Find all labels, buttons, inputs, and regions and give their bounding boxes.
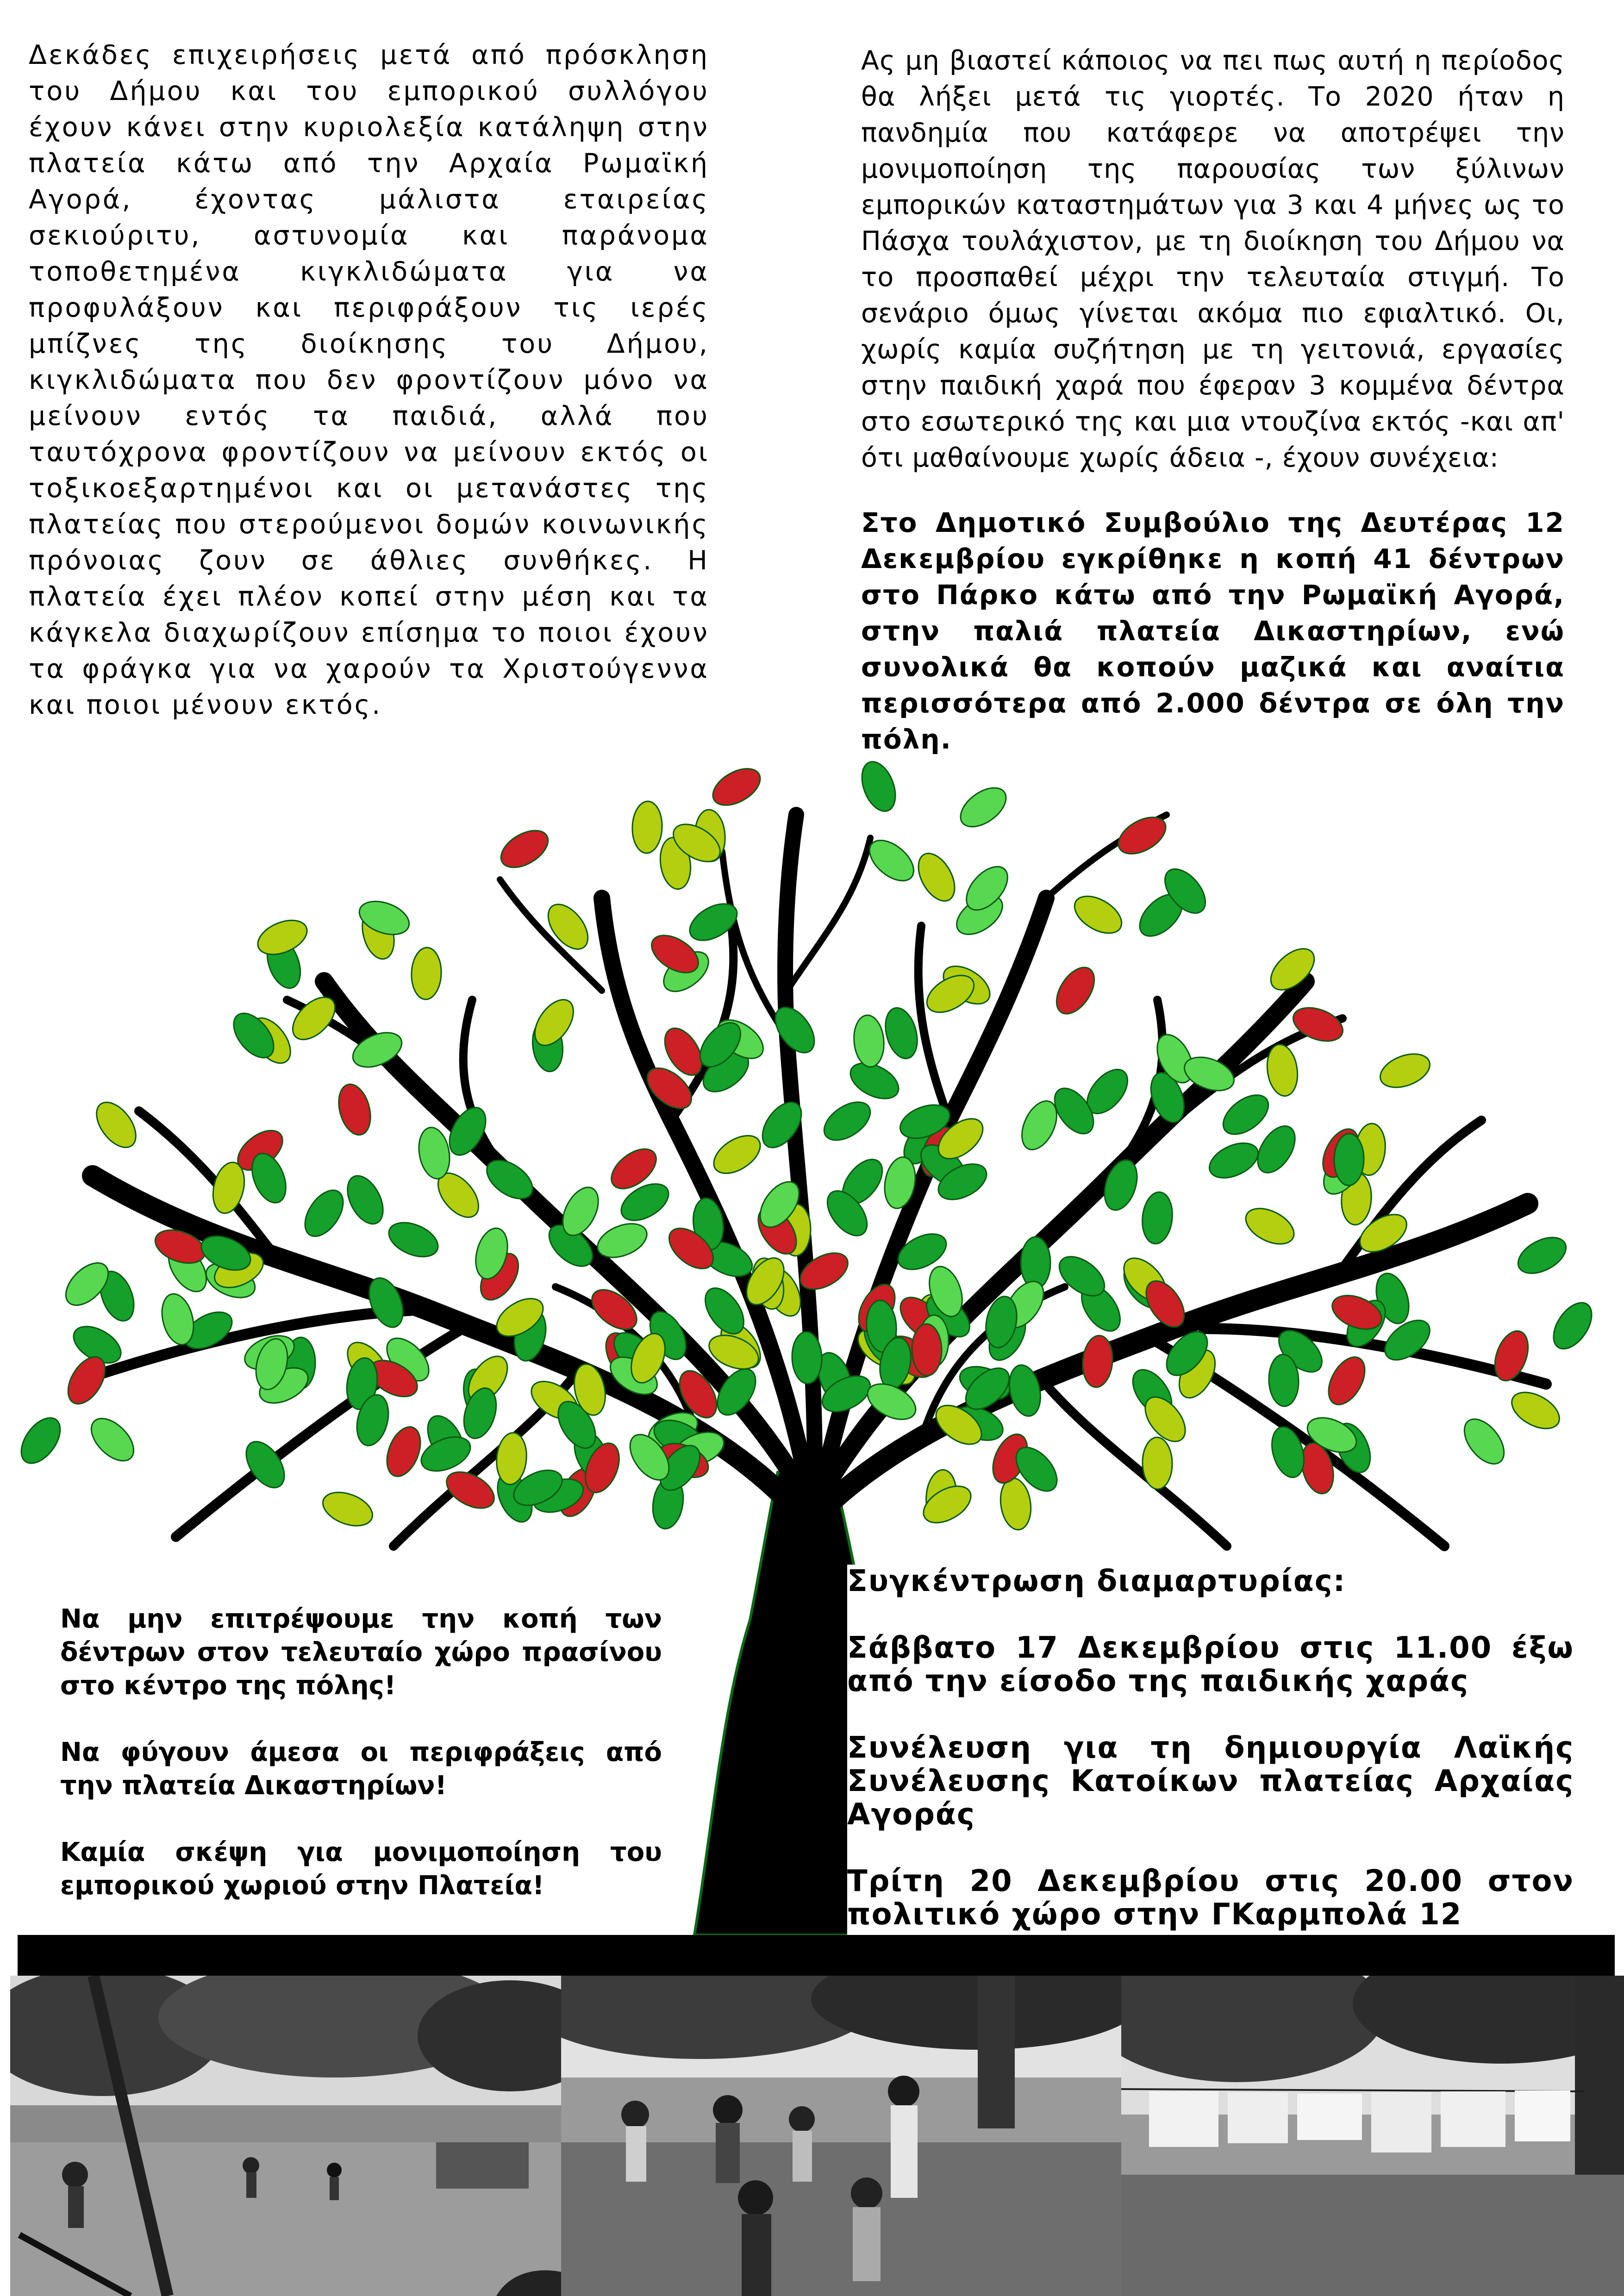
leaf-icon — [998, 1476, 1034, 1532]
leaf-icon — [707, 1128, 767, 1181]
leaf-icon — [1142, 1437, 1173, 1489]
assembly-time-place: Τρίτη 20 Δεκεμβρίου στις 20.00 στον πολιτικό χώρο στην ΓΚαρμπολά 12 — [847, 1864, 1574, 1932]
leaf-icon — [334, 1081, 376, 1139]
council-decision-paragraph: Στο Δημοτικό Συμβούλιο της Δευτέρας 12 Δεκεμβρίου εγκρίθηκε η κοπή 41 δέντρων στο Πάρκο κάτω από την Ρωμαϊκή Αγορά, στην παλιά πλατεία Δικαστηρίων, ενώ συνολικά θα κοπούν μαζικά και αναίτια περισσότερα από 2.000 δέντρα σε όλη την πόλη. — [861, 507, 1565, 755]
leaf-icon — [881, 1004, 923, 1062]
leaf-icon — [340, 1170, 390, 1230]
black-band — [18, 1935, 1615, 1976]
leaf-icon — [912, 1323, 942, 1376]
playground-photo — [10, 1976, 561, 2296]
protest-box — [847, 1565, 1574, 1965]
leaf-icon — [856, 759, 902, 816]
leaf-icon — [1081, 1334, 1115, 1388]
demand-stop-tree-cutting: Να μην επιτρέψουμε την κοπή των δέντρων στον τελευταίο χώρο πρασίνου στο κέντρο της πόλης! — [60, 1604, 662, 1701]
leaf-icon — [384, 1216, 443, 1264]
leaf-icon — [1068, 889, 1128, 941]
leaf-icon — [911, 848, 962, 907]
leaf-icon — [1334, 1133, 1364, 1185]
leaf-icon — [1375, 1048, 1434, 1094]
leaf-icon — [954, 780, 1013, 835]
leaf-icon — [1512, 1230, 1572, 1280]
leaf-icon — [852, 1014, 886, 1068]
leaf-icon — [494, 1431, 529, 1485]
leaf-icon — [89, 1095, 144, 1154]
leaf-icon — [818, 1094, 877, 1148]
protest-gathering-time: Σάββατο 17 Δεκεμβρίου στις 11.00 έξω από την είσοδο της παιδικής χαράς — [847, 1631, 1574, 1698]
leaf-icon — [318, 1486, 377, 1532]
demand-remove-fences: Να φύγουν άμεσα οι περιφράξεις από την πλατεία Δικαστηρίων! — [60, 1737, 662, 1801]
assembly-title: Συνέλευση για τη δημιουργία Λαϊκής Συνέλευσης Κατοίκων πλατείας Αρχαίας Αγοράς — [847, 1731, 1574, 1832]
leaf-icon — [1099, 1156, 1143, 1214]
leaf-icon — [1216, 1087, 1275, 1142]
leaf-icon — [1240, 1201, 1300, 1251]
leaf-icon — [1546, 1296, 1599, 1356]
leaf-icon — [1204, 1136, 1264, 1185]
intro-left-paragraph: Δεκάδες επιχειρήσεις μετά από πρόσκληση του Δήμου και του εμπορικού συλλόγου έχουν κάνει στην κυριολεξία κατάληψη στην πλατεία κάτω από την Αρχαία Ρωμαϊκή Αγορά, έχοντας μάλιστα εταιρείας σεκιούριτυ, αστυνομία και παράνομα τοποθετημένα κιγκλιδώματα για να προφυλάξουν και περιφράξουν τις ιερές μπίζνες της διοίκησης του Δήμου, κιγκλιδώματα που δεν φροντίζουν μόνο να μείνουν εντός τα παιδιά, αλλά που ταυτόχρονα φροντίζουν να μείνουν εκτός οι τοξικοεξαρτημένοι και οι μετανάστες της πλατείας που στερούμενοι δομών κοινωνικής πρόνοιας ζουν σε άθλιες συνθήκες. Η πλατεία έχει πλέον κοπεί στην μέση και τα κάγκελα διαχωρίζουν επίσημα το ποιοι έχουν τα φράγκα για να χαρούν τα Χριστούγεννα και ποιοι μένουν εκτός. — [29, 40, 709, 720]
leaf-icon — [381, 1422, 427, 1481]
leaf-icon — [1049, 961, 1102, 1021]
leaf-icon — [495, 823, 555, 875]
leaf-icon — [13, 1411, 68, 1470]
leaf-icon — [631, 801, 663, 854]
leaf-icon — [707, 761, 767, 812]
leaf-icon — [540, 897, 595, 956]
leaf-icon — [297, 1184, 351, 1243]
leaf-icon — [1321, 1351, 1372, 1411]
demand-no-permanent-market: Καμία σκέψη για μονιμοποίηση του εμπορικού χωριού στην Πλατεία! — [60, 1837, 662, 1901]
leaf-icon — [84, 1411, 141, 1468]
leaf-icon — [1140, 1191, 1174, 1245]
children-playing-photo — [561, 1976, 1121, 2296]
leaf-icon — [1506, 1385, 1566, 1436]
protest-heading: Συγκέντρωση διαμαρτυρίας: — [847, 1564, 1346, 1598]
leaf-icon — [411, 947, 442, 1000]
leaf-icon — [1456, 1412, 1512, 1471]
intro-right-paragraph: Ας μη βιαστεί κάποιος να πει πως αυτή η περίοδος θα λήξει μετά τις γιορτές. Το 2020 ήταν η πανδημία που κατάφερε να αποτρέψει την μονιμοποίηση της παρουσίας των ξύλινων εμπορικών καταστημάτων για 3 και 4 μήνες ως το Πάσχα τουλάχιστον, με τη διοίκηση του Δήμου να το προσπαθεί μέχρι την τελευταία στιγμή. Το σενάριο όμως γίνεται ακόμα πιο εφιαλτικό. Οι, χωρίς καμία συζήτηση με τη γειτονιά, εργασίες στην παιδική χαρά που έφεραν 3 κομμένα δέντρα στο εσωτερικό της και μια ντουζίνα εκτός -και απ' ότι μαθαίνουμε χωρίς άδεια -, έχουν συνέχεια: — [861, 45, 1565, 473]
demands-box — [60, 1603, 662, 1936]
clothesline-drawings-photo — [1121, 1976, 1624, 2296]
